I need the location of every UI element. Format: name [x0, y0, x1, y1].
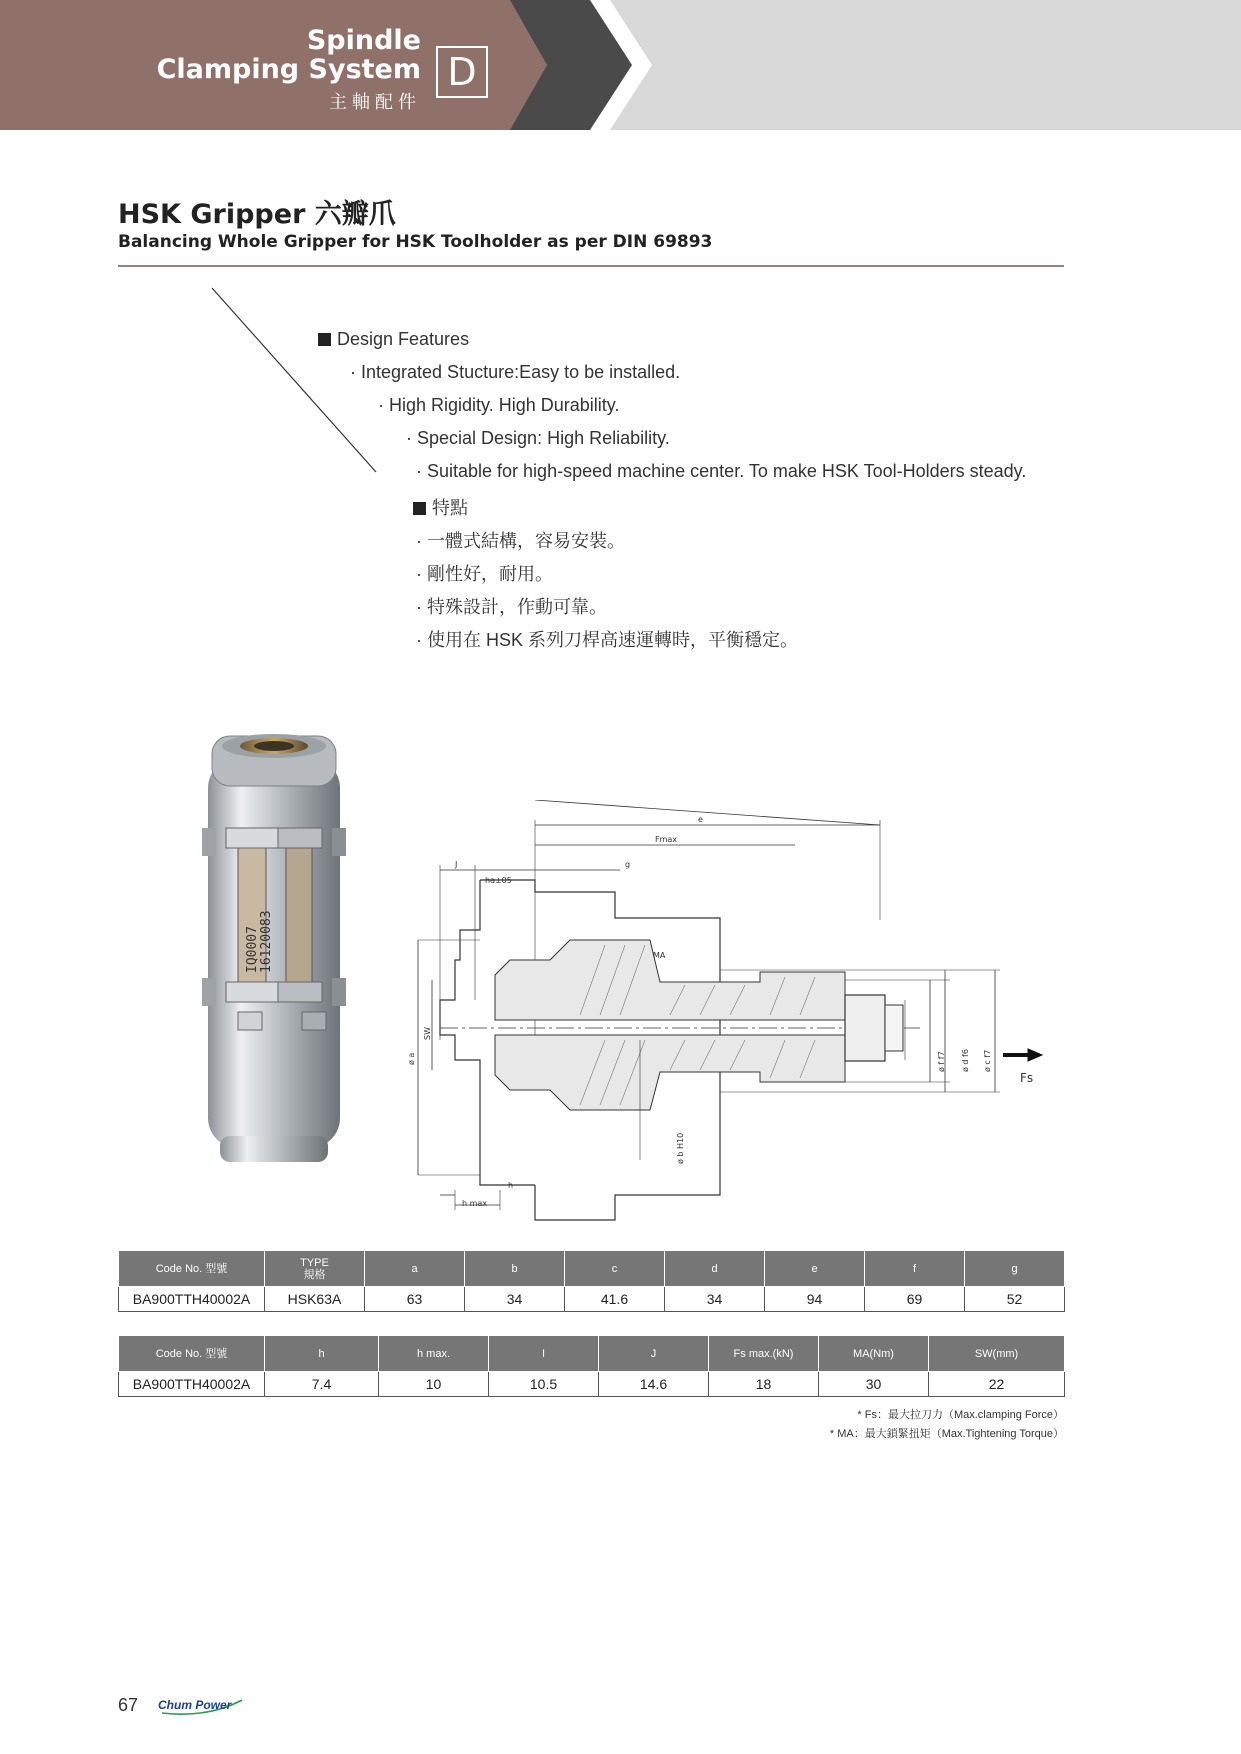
dim-label-fs: Fs	[1020, 1071, 1034, 1085]
spec-table-2	[118, 1335, 1065, 1397]
dim-label-ma: MA	[653, 951, 666, 960]
header-title-cn: 主軸配件	[329, 92, 421, 112]
dim-label-sw: SW	[423, 1027, 432, 1040]
feature-cn-1: · 一體式結構，容易安裝。	[416, 531, 625, 551]
page-header	[0, 0, 1241, 130]
t2-cell-hmax: 10	[379, 1372, 489, 1397]
t2-cell-ma: 30	[819, 1372, 929, 1397]
dim-label-b: ø b H10	[676, 1132, 685, 1164]
t2-header-hmax: h max.	[379, 1336, 489, 1372]
technical-drawing	[400, 800, 1050, 1230]
t2-header-h: h	[265, 1336, 379, 1372]
features-heading-en-text: Design Features	[337, 329, 470, 349]
t1-header-a: a	[365, 1251, 465, 1287]
t2-header-sw: SW(mm)	[929, 1336, 1065, 1372]
table-row	[119, 1287, 1065, 1312]
dim-label-a: ø a	[407, 1052, 416, 1065]
dim-label-c: ø c f7	[983, 1049, 992, 1072]
t2-cell-i: 10.5	[489, 1372, 599, 1397]
dim-label-g: g	[625, 860, 631, 869]
note-fs: * Fs：最大拉刀力（Max.clamping Force）	[857, 1409, 1064, 1421]
t2-header-ma: MA(Nm)	[819, 1336, 929, 1372]
dim-label-hmax: h max	[462, 1199, 488, 1208]
dim-label-j: J	[455, 860, 458, 869]
dim-label-fmax: Fmax	[655, 835, 678, 844]
t1-cell-type: HSK63A	[265, 1287, 365, 1312]
header-title-line1: Spindle	[306, 25, 421, 56]
feature-cn-2: · 剛性好，耐用。	[416, 564, 553, 584]
square-bullet-icon	[413, 502, 426, 515]
t2-cell-code: BA900TTH40002A	[119, 1372, 265, 1397]
t1-cell-e: 94	[765, 1287, 865, 1312]
feature-cn-3: · 特殊設計，作動可靠。	[416, 597, 607, 617]
t2-header-fs: Fs max.(kN)	[709, 1336, 819, 1372]
t1-cell-d: 34	[665, 1287, 765, 1312]
t1-cell-b: 34	[465, 1287, 565, 1312]
t2-header-i: I	[489, 1336, 599, 1372]
t1-header-e: e	[765, 1251, 865, 1287]
spec-table-1	[118, 1250, 1065, 1312]
t1-header-f: f	[865, 1251, 965, 1287]
brand-logo	[156, 1694, 246, 1718]
t1-header-code: Code No. 型號	[119, 1251, 265, 1287]
page-number: 67	[118, 1695, 139, 1715]
t1-header-type: TYPE 規格	[265, 1251, 365, 1287]
photo-marking-1: IQ0007	[245, 926, 260, 973]
dim-label-d: ø d f6	[961, 1049, 970, 1072]
t1-cell-a: 63	[365, 1287, 465, 1312]
features-heading-cn	[413, 494, 468, 520]
page-title: HSK Gripper 六瓣爪	[118, 199, 396, 230]
t1-header-d: d	[665, 1251, 765, 1287]
section-letter-badge: D	[436, 46, 488, 98]
product-photo	[190, 728, 360, 1168]
t1-header-c: c	[565, 1251, 665, 1287]
spec-table-2-header	[119, 1336, 1065, 1372]
t2-header-j: J	[599, 1336, 709, 1372]
t2-cell-h: 7.4	[265, 1372, 379, 1397]
features-heading-cn-text: 特點	[432, 498, 468, 518]
feature-en-4: · Suitable for high-speed machine center. To make HSK Tool-Holders steady.	[416, 461, 1027, 481]
spec-table-1-header	[119, 1251, 1065, 1287]
t1-header-b: b	[465, 1251, 565, 1287]
feature-en-1: · Integrated Stucture:Easy to be installed.	[350, 362, 681, 382]
t1-cell-c: 41.6	[565, 1287, 665, 1312]
brand-logo-text: Chum Power	[158, 1698, 232, 1712]
t1-cell-g: 52	[965, 1287, 1065, 1312]
note-ma: * MA：最大鎖緊扭矩（Max.Tightening Torque）	[829, 1428, 1064, 1440]
t1-cell-f: 69	[865, 1287, 965, 1312]
features-heading-en	[318, 329, 469, 350]
dim-label-tolerance: ha±05	[485, 876, 512, 885]
feature-cn-4: · 使用在 HSK 系列刀桿高速運轉時，平衡穩定。	[416, 630, 799, 650]
feature-en-3: · Special Design: High Reliability.	[406, 428, 670, 448]
table-row	[119, 1372, 1065, 1397]
photo-marking-2: 16120083	[259, 910, 274, 973]
t2-cell-fs: 18	[709, 1372, 819, 1397]
t1-header-g: g	[965, 1251, 1065, 1287]
page-subtitle: Balancing Whole Gripper for HSK Toolholder as per DIN 69893	[118, 232, 713, 252]
feature-en-2: · High Rigidity. High Durability.	[378, 395, 620, 415]
dim-label-e: e	[698, 815, 703, 824]
t2-cell-sw: 22	[929, 1372, 1065, 1397]
square-bullet-icon	[318, 333, 331, 346]
title-divider	[118, 265, 1064, 267]
t2-header-code: Code No. 型號	[119, 1336, 265, 1372]
dim-label-f: ø f f7	[937, 1051, 946, 1072]
t1-cell-code: BA900TTH40002A	[119, 1287, 265, 1312]
t2-cell-j: 14.6	[599, 1372, 709, 1397]
dim-label-h: h	[508, 1181, 514, 1190]
header-title-line2: Clamping System	[156, 54, 421, 85]
